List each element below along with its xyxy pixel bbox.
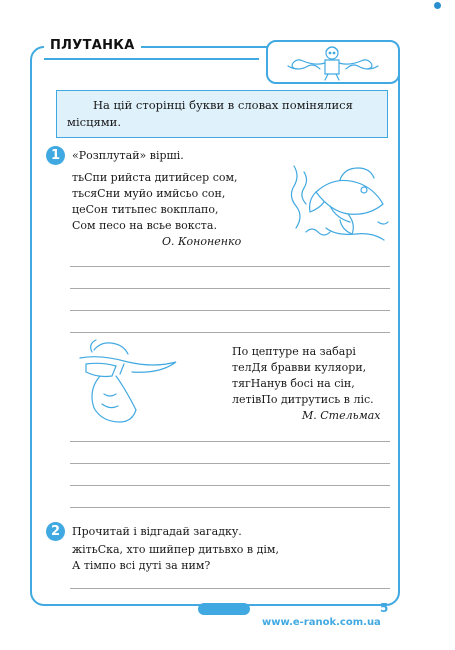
riddle-line: А тімпо всі дуті за ним? (72, 559, 211, 572)
poem-1-line: тьСпи рийста дитийсер сом, (72, 171, 238, 184)
writing-line[interactable] (70, 463, 390, 464)
intro-line-1: На цій сторінці букви в словах помінялися (93, 98, 353, 112)
task-2-number: 2 (46, 522, 65, 541)
bird-with-glasses-icon (72, 336, 184, 428)
writing-line[interactable] (70, 288, 390, 289)
writing-line[interactable] (70, 266, 390, 267)
writing-line[interactable] (70, 332, 390, 333)
header-rule (44, 58, 259, 60)
writing-line[interactable] (70, 310, 390, 311)
poem-2-line: телДя бравви куляори, (232, 361, 367, 374)
poem-1-line: тьсяСни муйо имйсьо сон, (72, 187, 226, 200)
fish-icon (286, 162, 396, 246)
header-illustration (266, 40, 400, 84)
publisher-logo (434, 2, 443, 9)
poem-1-line: цеСон титьпес вокплапо, (72, 203, 219, 216)
poem-2-line: тягНанув босі на сін, (232, 377, 355, 390)
task-1-number: 1 (46, 146, 65, 165)
task-1-instruction: «Розплутай» вірші. (72, 149, 184, 162)
poem-2-line: По цептуре на забарі (232, 345, 356, 358)
page-title: ПЛУТАНКА (44, 38, 141, 53)
boy-with-ropes-icon (268, 42, 398, 82)
writing-line[interactable] (70, 441, 390, 442)
intro-note (56, 90, 388, 138)
footer-url[interactable]: www.e-ranok.com.ua (262, 617, 381, 628)
writing-line[interactable] (70, 507, 390, 508)
task-2-instruction: Прочитай і відгадай загадку. (72, 525, 242, 538)
writing-line[interactable] (70, 485, 390, 486)
poem-2-author: М. Стельмах (302, 409, 381, 422)
poem-1-author: О. Кононенко (162, 235, 242, 248)
footer-decoration (198, 603, 250, 615)
page-number: 5 (380, 601, 389, 615)
intro-line-2: місцями. (67, 115, 121, 129)
writing-line[interactable] (70, 588, 390, 589)
poem-1-line: Сом песо на всье вокста. (72, 219, 217, 232)
poem-2-line: летівПо дитрутись в ліс. (232, 393, 374, 406)
riddle-line: жітьСка, хто шийпер дитьвхо в дім, (72, 543, 279, 556)
